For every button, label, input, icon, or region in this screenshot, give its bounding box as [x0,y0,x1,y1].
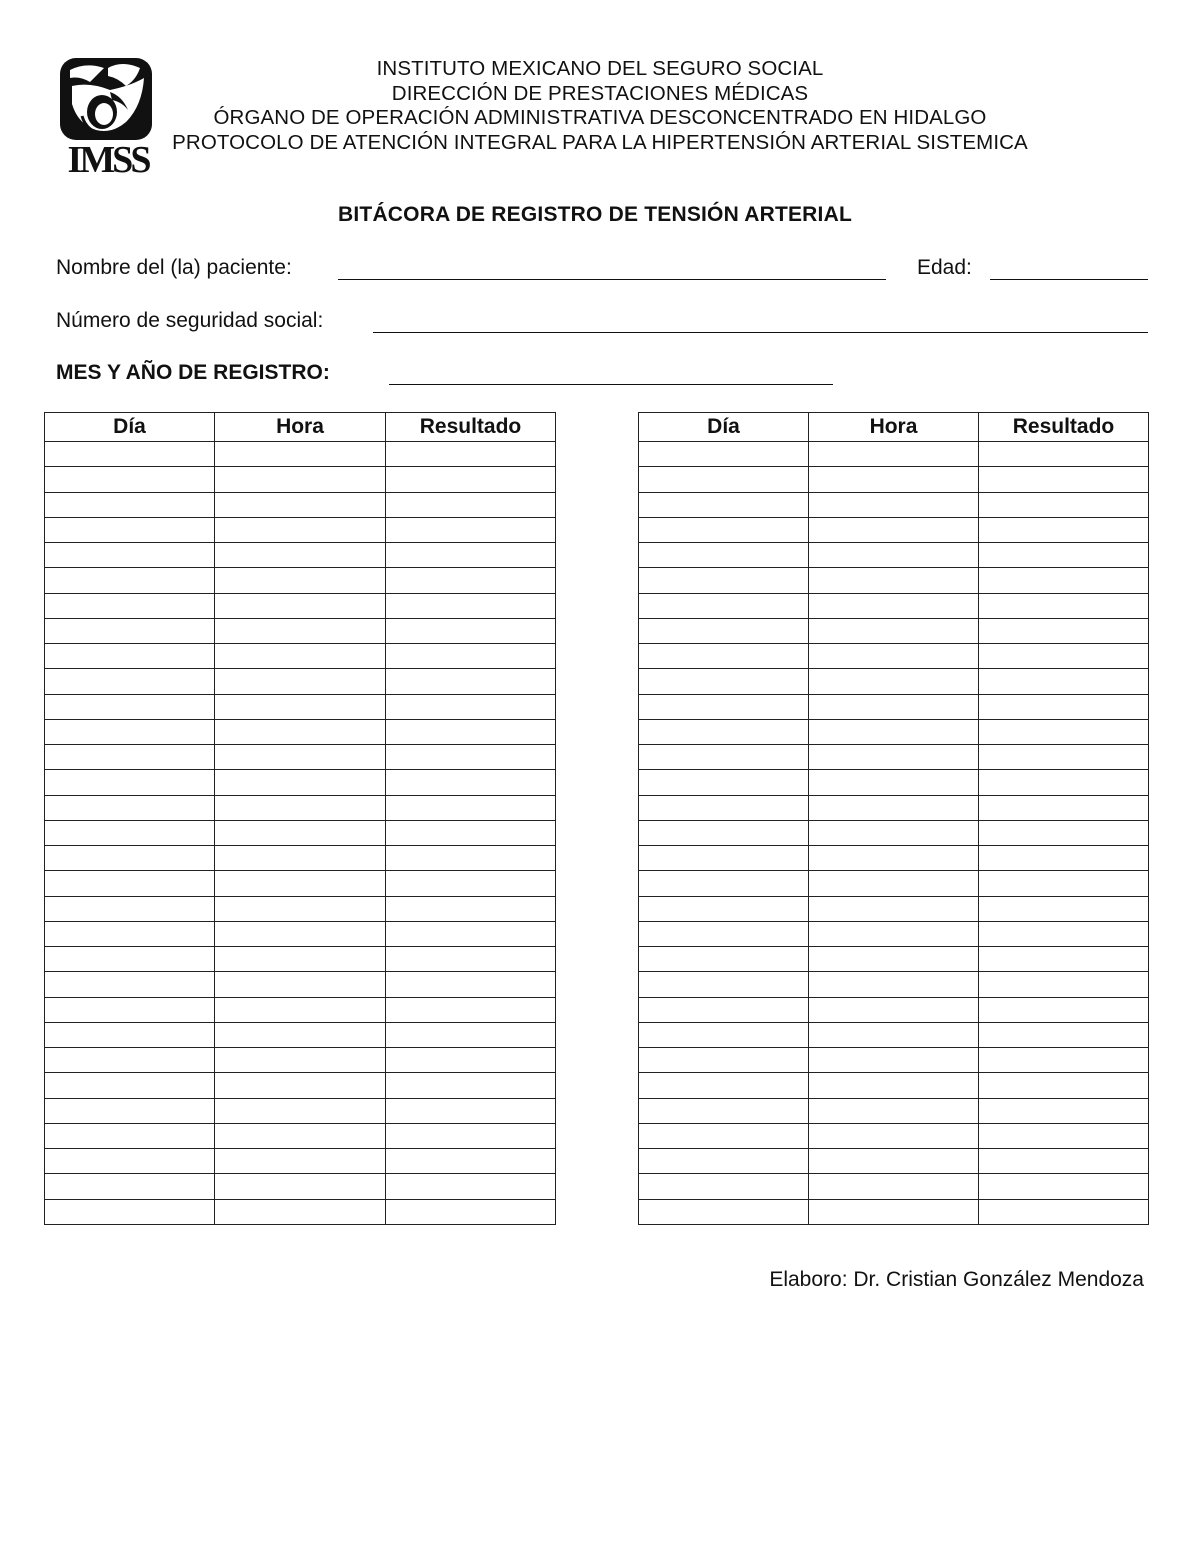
header-line-institute: INSTITUTO MEXICANO DEL SEGURO SOCIAL [376,57,824,80]
time-cell[interactable] [215,492,386,517]
table-row [639,593,1149,618]
document-title: BITÁCORA DE REGISTRO DE TENSIÓN ARTERIAL [338,203,852,226]
result-cell[interactable] [979,467,1149,492]
result-cell[interactable] [979,543,1149,568]
day-cell[interactable] [45,1073,215,1098]
table-row [45,846,556,871]
table-row [45,694,556,719]
table-row [45,1149,556,1174]
result-cell[interactable] [979,795,1149,820]
time-cell[interactable] [809,467,979,492]
day-cell[interactable] [45,871,215,896]
day-cell[interactable] [639,972,809,997]
result-cell[interactable] [386,846,556,871]
table-row [639,770,1149,795]
result-cell[interactable] [979,770,1149,795]
time-cell[interactable] [215,442,386,467]
time-cell[interactable] [809,846,979,871]
day-cell[interactable] [639,921,809,946]
table-row [45,719,556,744]
result-cell[interactable] [979,921,1149,946]
day-cell[interactable] [639,568,809,593]
result-cell[interactable] [386,1199,556,1224]
time-cell[interactable] [215,871,386,896]
month-year-field[interactable] [389,384,833,385]
day-cell[interactable] [639,1022,809,1047]
day-cell[interactable] [45,972,215,997]
result-cell[interactable] [386,871,556,896]
result-cell[interactable] [979,593,1149,618]
result-cell[interactable] [386,896,556,921]
table-row [639,618,1149,643]
time-cell[interactable] [809,997,979,1022]
table-row [45,1199,556,1224]
day-cell[interactable] [45,846,215,871]
day-cell[interactable] [45,719,215,744]
table-row [639,846,1149,871]
table-row [639,1174,1149,1199]
day-cell[interactable] [45,467,215,492]
time-cell[interactable] [215,467,386,492]
time-cell[interactable] [215,947,386,972]
result-cell[interactable] [386,669,556,694]
time-cell[interactable] [809,618,979,643]
day-cell[interactable] [639,543,809,568]
time-cell[interactable] [215,517,386,542]
table-row [639,871,1149,896]
table-row [45,997,556,1022]
result-cell[interactable] [386,997,556,1022]
time-cell[interactable] [215,1073,386,1098]
time-cell[interactable] [215,593,386,618]
table-row [639,745,1149,770]
institution-header [150,57,1050,155]
table-row [639,1149,1149,1174]
table-row [45,618,556,643]
column-header-day: Día [639,413,809,442]
result-cell[interactable] [979,1174,1149,1199]
table-row [639,1073,1149,1098]
day-cell[interactable] [45,442,215,467]
day-cell[interactable] [639,1048,809,1073]
result-cell[interactable] [979,1022,1149,1047]
table-row [45,442,556,467]
time-cell[interactable] [809,1199,979,1224]
table-row [45,871,556,896]
time-cell[interactable] [215,997,386,1022]
table-row [639,1123,1149,1148]
day-cell[interactable] [45,1199,215,1224]
table-row [639,644,1149,669]
day-cell[interactable] [639,593,809,618]
time-cell[interactable] [809,593,979,618]
time-cell[interactable] [215,770,386,795]
result-cell[interactable] [979,568,1149,593]
time-cell[interactable] [809,517,979,542]
day-cell[interactable] [45,543,215,568]
header-line-direction: DIRECCIÓN DE PRESTACIONES MÉDICAS [391,81,809,105]
bp-log-table-left [44,412,556,1225]
result-cell[interactable] [979,1123,1149,1148]
day-cell[interactable] [45,593,215,618]
time-cell[interactable] [215,1123,386,1148]
time-cell[interactable] [215,644,386,669]
table-row [45,921,556,946]
result-cell[interactable] [979,846,1149,871]
time-cell[interactable] [809,947,979,972]
result-cell[interactable] [979,694,1149,719]
table-row [639,467,1149,492]
table-row [45,517,556,542]
day-cell[interactable] [639,1073,809,1098]
day-cell[interactable] [45,921,215,946]
column-header-time: Hora [215,413,386,442]
time-cell[interactable] [809,694,979,719]
time-cell[interactable] [215,694,386,719]
time-cell[interactable] [215,972,386,997]
result-cell[interactable] [386,719,556,744]
day-cell[interactable] [45,669,215,694]
time-cell[interactable] [809,972,979,997]
table-row [639,1199,1149,1224]
result-cell[interactable] [386,618,556,643]
day-cell[interactable] [45,820,215,845]
result-cell[interactable] [386,1149,556,1174]
time-cell[interactable] [809,1174,979,1199]
day-cell[interactable] [639,517,809,542]
table-row [45,1123,556,1148]
imss-logo [56,56,160,180]
table-row [45,820,556,845]
time-cell[interactable] [215,846,386,871]
time-cell[interactable] [215,719,386,744]
result-cell[interactable] [386,1098,556,1123]
time-cell[interactable] [215,795,386,820]
result-cell[interactable] [386,467,556,492]
table-row [639,947,1149,972]
social-security-field[interactable] [373,332,1148,333]
day-cell[interactable] [45,896,215,921]
time-cell[interactable] [809,871,979,896]
table-row [45,745,556,770]
time-cell[interactable] [215,921,386,946]
table-row [45,795,556,820]
day-cell[interactable] [45,1149,215,1174]
day-cell[interactable] [45,770,215,795]
day-cell[interactable] [639,669,809,694]
result-cell[interactable] [386,694,556,719]
day-cell[interactable] [639,694,809,719]
result-cell[interactable] [386,442,556,467]
result-cell[interactable] [386,1174,556,1199]
day-cell[interactable] [45,517,215,542]
result-cell[interactable] [386,1048,556,1073]
day-cell[interactable] [639,820,809,845]
result-cell[interactable] [386,1022,556,1047]
result-cell[interactable] [386,745,556,770]
table-body-right [639,442,1149,1225]
table-row [45,669,556,694]
time-cell[interactable] [215,1174,386,1199]
time-cell[interactable] [809,1048,979,1073]
column-header-result: Resultado [386,413,556,442]
day-cell[interactable] [45,997,215,1022]
social-security-label: Número de seguridad social: [56,309,324,332]
day-cell[interactable] [639,871,809,896]
imss-logo-text: IMSS [67,139,149,181]
table-row [45,770,556,795]
table-row [639,442,1149,467]
table-row [45,1073,556,1098]
time-cell[interactable] [809,644,979,669]
table-row [639,492,1149,517]
table-row [639,896,1149,921]
day-cell[interactable] [639,770,809,795]
table-row [639,543,1149,568]
table-row [45,972,556,997]
result-cell[interactable] [386,820,556,845]
result-cell[interactable] [386,543,556,568]
day-cell[interactable] [639,618,809,643]
result-cell[interactable] [386,1073,556,1098]
table-row [639,1098,1149,1123]
time-cell[interactable] [809,442,979,467]
day-cell[interactable] [639,947,809,972]
day-cell[interactable] [45,618,215,643]
time-cell[interactable] [215,1199,386,1224]
time-cell[interactable] [215,1149,386,1174]
bp-log-table-right [638,412,1149,1225]
day-cell[interactable] [45,1174,215,1199]
time-cell[interactable] [809,1022,979,1047]
result-cell[interactable] [386,593,556,618]
day-cell[interactable] [45,1022,215,1047]
result-cell[interactable] [979,1199,1149,1224]
table-row [639,517,1149,542]
day-cell[interactable] [639,1174,809,1199]
result-cell[interactable] [979,1149,1149,1174]
table-row [45,644,556,669]
age-label: Edad: [917,256,972,279]
day-cell[interactable] [639,745,809,770]
table-row [639,820,1149,845]
time-cell[interactable] [215,568,386,593]
table-row [639,694,1149,719]
day-cell[interactable] [639,1098,809,1123]
table-row [45,492,556,517]
day-cell[interactable] [45,1123,215,1148]
table-row [45,896,556,921]
time-cell[interactable] [809,568,979,593]
result-cell[interactable] [386,770,556,795]
table-row [45,543,556,568]
table-row [45,1174,556,1199]
time-cell[interactable] [215,820,386,845]
result-cell[interactable] [979,492,1149,517]
table-row [639,1022,1149,1047]
time-cell[interactable] [809,719,979,744]
result-cell[interactable] [386,644,556,669]
table-row [639,972,1149,997]
table-row [45,947,556,972]
result-cell[interactable] [979,947,1149,972]
table-row [639,1048,1149,1073]
time-cell[interactable] [809,820,979,845]
result-cell[interactable] [979,997,1149,1022]
patient-name-label: Nombre del (la) paciente: [56,256,292,279]
result-cell[interactable] [979,618,1149,643]
time-cell[interactable] [215,1022,386,1047]
time-cell[interactable] [215,896,386,921]
day-cell[interactable] [639,719,809,744]
result-cell[interactable] [386,795,556,820]
day-cell[interactable] [45,1048,215,1073]
header-line-protocol: PROTOCOLO DE ATENCIÓN INTEGRAL PARA LA HIPERTENSIÓN ARTERIAL SISTEMICA [172,130,1028,154]
day-cell[interactable] [45,568,215,593]
result-cell[interactable] [979,1048,1149,1073]
result-cell[interactable] [386,492,556,517]
result-cell[interactable] [979,871,1149,896]
day-cell[interactable] [639,1123,809,1148]
result-cell[interactable] [979,1073,1149,1098]
result-cell[interactable] [979,820,1149,845]
day-cell[interactable] [639,997,809,1022]
time-cell[interactable] [809,745,979,770]
result-cell[interactable] [386,1123,556,1148]
time-cell[interactable] [809,669,979,694]
time-cell[interactable] [809,770,979,795]
prepared-by-footer: Elaboro: Dr. Cristian González Mendoza [769,1268,1144,1291]
result-cell[interactable] [386,568,556,593]
result-cell[interactable] [979,669,1149,694]
column-header-time: Hora [809,413,979,442]
result-cell[interactable] [386,972,556,997]
day-cell[interactable] [45,644,215,669]
time-cell[interactable] [809,1073,979,1098]
day-cell[interactable] [45,745,215,770]
table-row [45,1098,556,1123]
result-cell[interactable] [979,745,1149,770]
column-header-result: Resultado [979,413,1149,442]
day-cell[interactable] [639,795,809,820]
time-cell[interactable] [809,492,979,517]
time-cell[interactable] [809,1123,979,1148]
day-cell[interactable] [45,694,215,719]
day-cell[interactable] [45,795,215,820]
table-row [639,921,1149,946]
month-year-label: MES Y AÑO DE REGISTRO: [56,361,330,384]
time-cell[interactable] [215,669,386,694]
table-header-row [639,413,1149,442]
time-cell[interactable] [809,896,979,921]
day-cell[interactable] [45,947,215,972]
table-row [45,467,556,492]
day-cell[interactable] [639,1199,809,1224]
time-cell[interactable] [215,1048,386,1073]
age-field[interactable] [990,279,1148,280]
header-line-organ: ÓRGANO DE OPERACIÓN ADMINISTRATIVA DESCONCENTRADO EN HIDALGO [213,106,987,130]
result-cell[interactable] [386,517,556,542]
table-row [45,1022,556,1047]
time-cell[interactable] [215,1098,386,1123]
result-cell[interactable] [979,1098,1149,1123]
time-cell[interactable] [215,543,386,568]
result-cell[interactable] [979,719,1149,744]
time-cell[interactable] [809,795,979,820]
table-row [639,568,1149,593]
day-cell[interactable] [639,1149,809,1174]
time-cell[interactable] [809,921,979,946]
day-cell[interactable] [639,492,809,517]
result-cell[interactable] [386,921,556,946]
day-cell[interactable] [45,1098,215,1123]
table-row [639,795,1149,820]
table-row [639,719,1149,744]
result-cell[interactable] [979,517,1149,542]
table-row [45,568,556,593]
column-header-day: Día [45,413,215,442]
day-cell[interactable] [639,467,809,492]
table-row [45,593,556,618]
table-row [639,669,1149,694]
result-cell[interactable] [979,896,1149,921]
day-cell[interactable] [45,492,215,517]
time-cell[interactable] [809,1149,979,1174]
result-cell[interactable] [386,947,556,972]
time-cell[interactable] [809,1098,979,1123]
day-cell[interactable] [639,896,809,921]
day-cell[interactable] [639,644,809,669]
result-cell[interactable] [979,972,1149,997]
patient-name-field[interactable] [338,279,886,280]
day-cell[interactable] [639,442,809,467]
result-cell[interactable] [979,644,1149,669]
table-row [639,997,1149,1022]
table-body-left [45,442,556,1225]
result-cell[interactable] [979,442,1149,467]
time-cell[interactable] [215,618,386,643]
time-cell[interactable] [215,745,386,770]
table-row [45,1048,556,1073]
day-cell[interactable] [639,846,809,871]
table-header-row [45,413,556,442]
time-cell[interactable] [809,543,979,568]
